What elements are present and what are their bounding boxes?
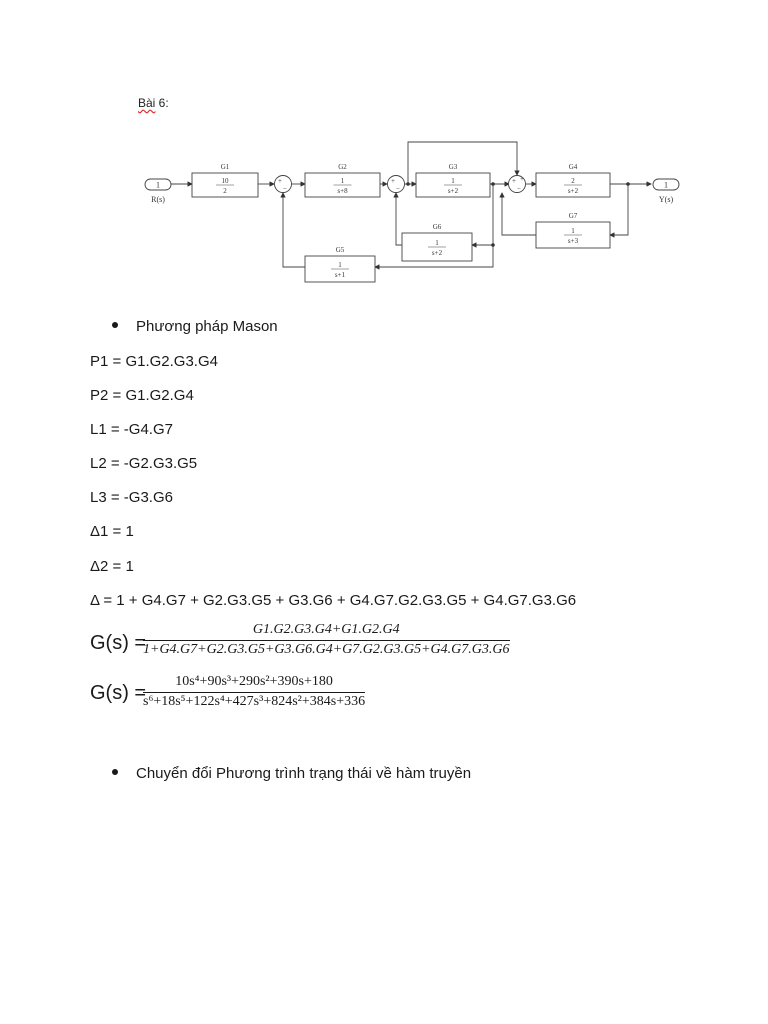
block-diagram xyxy=(140,135,700,295)
svg-text:+: + xyxy=(278,177,282,185)
mason-line: Δ1 = 1 xyxy=(90,523,134,540)
tf1-fraction xyxy=(143,622,510,658)
block-numerator: 2 xyxy=(571,177,575,185)
mason-line: L2 = -G2.G3.G5 xyxy=(90,455,198,472)
block-denominator: s+2 xyxy=(447,187,459,195)
mason-line: L3 = -G3.G6 xyxy=(90,489,173,506)
block-name: G7 xyxy=(568,212,578,220)
tf2-denominator: s⁶+18s⁵+122s⁴+427s³+824s²+384s+336 xyxy=(143,694,366,709)
block-denominator: s+2 xyxy=(567,187,579,195)
block-name: G5 xyxy=(335,246,345,254)
bullet-icon xyxy=(112,322,118,328)
block-g4 xyxy=(536,163,610,197)
block-denominator: s+2 xyxy=(431,249,443,257)
block-g7 xyxy=(536,212,610,248)
block-denominator: s+3 xyxy=(567,237,579,245)
block-denominator: s+8 xyxy=(337,187,348,195)
mason-line: P2 = G1.G2.G4 xyxy=(90,387,194,404)
block-name: G3 xyxy=(448,163,458,171)
mason-line: L1 = -G4.G7 xyxy=(90,421,173,438)
svg-text:−: − xyxy=(396,185,400,193)
block-name: G6 xyxy=(432,223,442,231)
block-numerator: 10 xyxy=(221,177,229,185)
block-name: G1 xyxy=(220,163,230,171)
section-state-space-title: Chuyển đổi Phương trình trạng thái về hàm truyền xyxy=(136,765,472,782)
block-name: G2 xyxy=(338,163,347,171)
block-numerator: 1 xyxy=(451,177,455,185)
output-label: Y(s) xyxy=(658,195,674,204)
tf2-label: G(s) = xyxy=(90,682,147,704)
block-denominator: s+1 xyxy=(334,271,346,279)
svg-text:+: + xyxy=(512,177,516,185)
svg-text:−: − xyxy=(517,185,521,193)
block-g6 xyxy=(402,223,472,261)
mason-line: P1 = G1.G2.G3.G4 xyxy=(90,353,218,370)
block-numerator: 1 xyxy=(340,177,345,185)
output-port-number: 1 xyxy=(664,180,668,190)
section-mason-title: Phương pháp Mason xyxy=(136,318,278,335)
section-state-space xyxy=(112,765,471,782)
block-denominator: 2 xyxy=(223,187,227,195)
tf1-numerator: G1.G2.G3.G4+G1.G2.G4 xyxy=(252,622,400,637)
block-numerator: 1 xyxy=(571,227,575,235)
tf2-fraction xyxy=(143,674,365,710)
tf1-label: G(s) = xyxy=(90,632,147,654)
svg-text:+: + xyxy=(391,177,395,185)
svg-text:−: − xyxy=(283,185,287,193)
svg-text:+: + xyxy=(520,175,524,183)
input-label: R(s) xyxy=(151,195,165,204)
mason-line: Δ2 = 1 xyxy=(90,558,134,575)
tf1-denominator: 1+G4.G7+G2.G3.G5+G3.G6.G4+G7.G2.G3.G5+G4.G7.G3.G6 xyxy=(143,642,510,657)
tf2-numerator: 10s⁴+90s³+290s²+390s+180 xyxy=(175,674,333,689)
mason-delta-line: Δ = 1 + G4.G7 + G2.G3.G5 + G3.G6 + G4.G7.G2.G3.G5 + G4.G7.G3.G6 xyxy=(90,592,577,609)
section-mason xyxy=(112,318,278,335)
exercise-heading: Bài 6: xyxy=(138,96,169,110)
block-g1 xyxy=(192,163,258,197)
block-numerator: 1 xyxy=(435,239,439,247)
block-g5 xyxy=(305,246,375,282)
block-g3 xyxy=(416,163,490,197)
bullet-icon xyxy=(112,769,118,775)
block-name: G4 xyxy=(568,163,578,171)
block-numerator: 1 xyxy=(338,261,342,269)
input-port-number: 1 xyxy=(156,180,160,190)
block-g2 xyxy=(305,163,380,197)
